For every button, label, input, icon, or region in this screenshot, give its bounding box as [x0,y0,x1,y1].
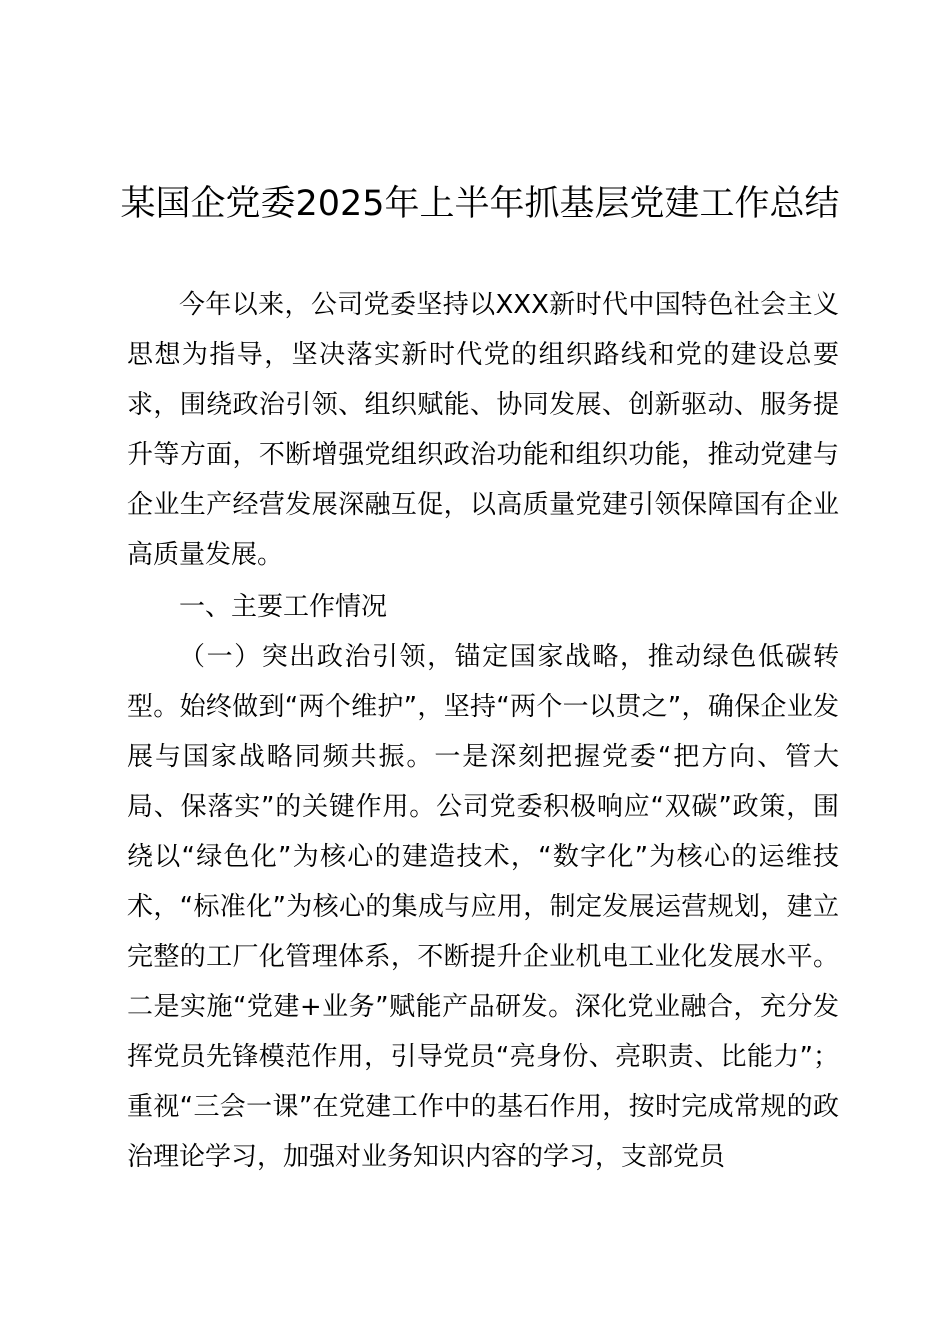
subsection-paragraph-political-guidance: （一）突出政治引领，锚定国家战略，推动绿色低碳转型。始终做到“两个维护”，坚持“两个一以贯之”，确保企业发展与国家战略同频共振。一是深刻把握党委“把方向、管大局、保落实”的关键作用。公司党委积极响应“双碳”政策，围绕以“绿色化”为核心的建造技术，“数字化”为核心的运维技术，“标准化”为核心的集成与应用，制定发展运营规划，建立完整的工厂化管理体系，不断提升企业机电工业化发展水平。二是实施“党建+业务”赋能产品研发。深化党业融合，充分发挥党员先锋模范作用，引导党员“亮身份、亮职责、比能力”；重视“三会一课”在党建工作中的基石作用，按时完成常规的政治理论学习，加强对业务知识内容的学习，支部党员 [127,642,839,1172]
document-body [127,280,839,1182]
document-title: 某国企党委2025年上半年抓基层党建工作总结 [120,184,840,224]
section-heading-main-work: 一、主要工作情况 [179,592,388,622]
intro-paragraph: 今年以来，公司党委坚持以XXX新时代中国特色社会主义思想为指导，坚决落实新时代党的组织路线和党的建设总要求，围绕政治引领、组织赋能、协同发展、创新驱动、服务提升等方面，不断增强党组织政治功能和组织功能，推动党建与企业生产经营发展深融互促，以高质量党建引领保障国有企业高质量发展。 [127,290,839,570]
